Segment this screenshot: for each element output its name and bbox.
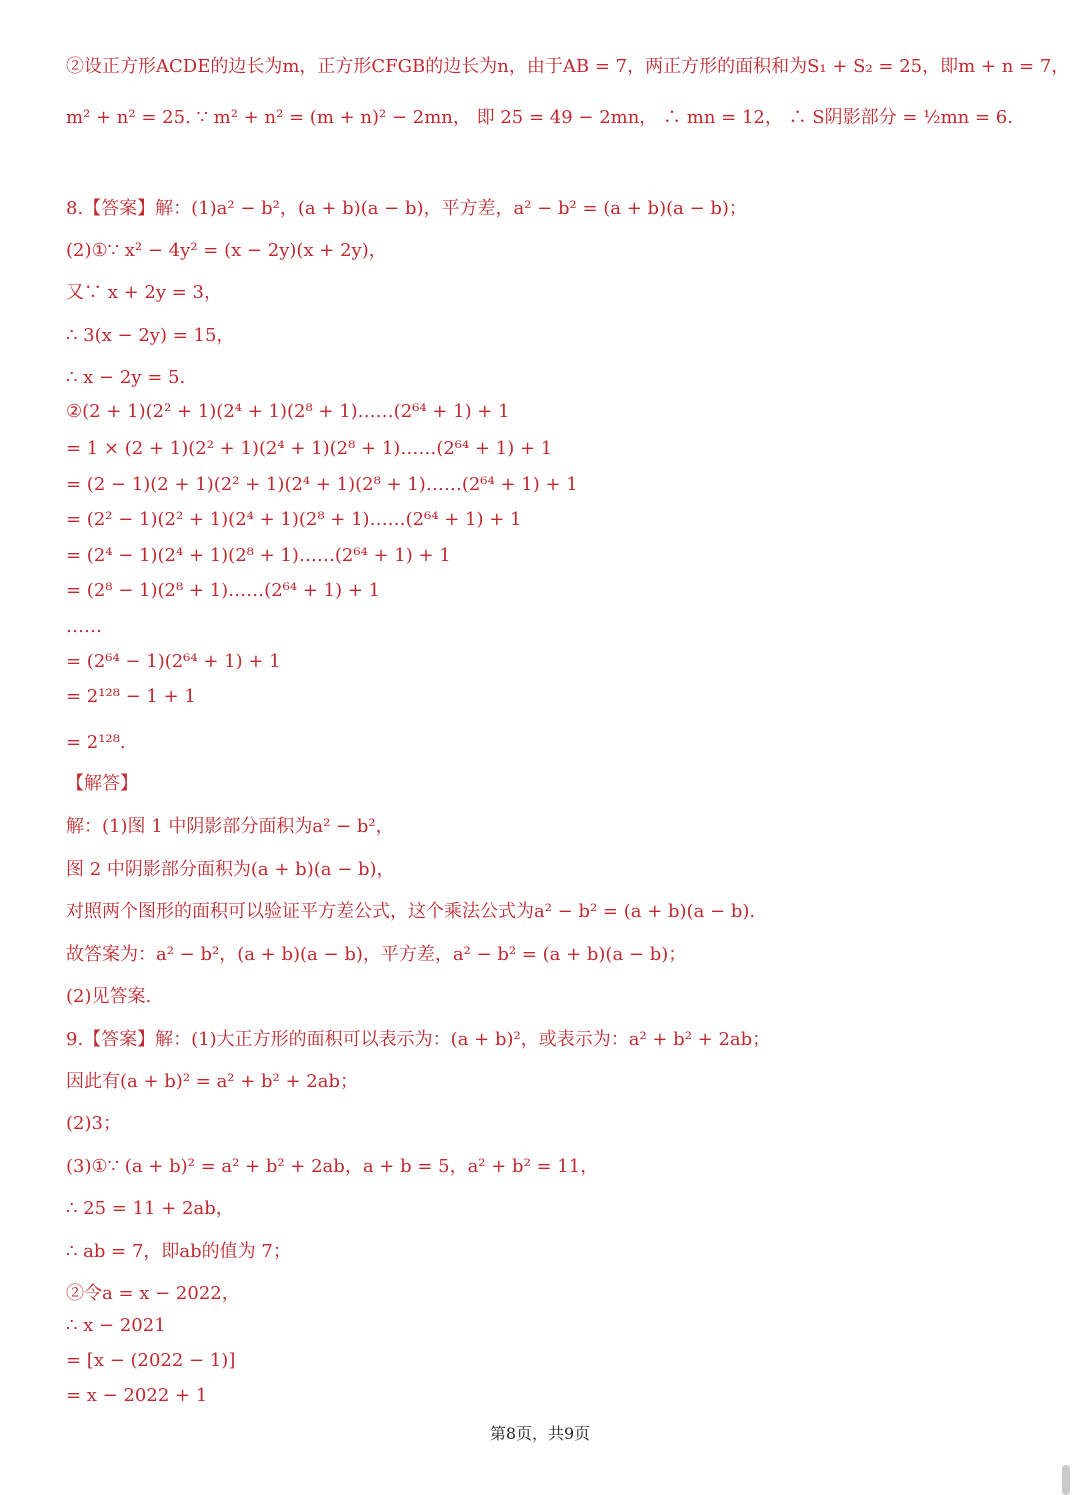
solution-line: = [x − (2022 − 1)] bbox=[66, 1350, 236, 1371]
explanation-heading: 【解答】 bbox=[66, 773, 138, 794]
solution-line: = (2² − 1)(2² + 1)(2⁴ + 1)(2⁸ + 1)……(2⁶⁴ + 1) + 1 bbox=[66, 509, 522, 530]
solution-line: 故答案为：a² − b²，(a + b)(a − b)，平方差，a² − b² = (a + b)(a − b)； bbox=[66, 944, 687, 965]
solution-line: = x − 2022 + 1 bbox=[66, 1385, 208, 1406]
solution-line: m² + n² = 25. ∵ m² + n² = (m + n)² − 2mn， 即 25 = 49 − 2mn， ∴ mn = 12， ∴ S阴影部分 = ½mn = 6. bbox=[66, 107, 1013, 128]
solution-line: ∴ x − 2y = 5. bbox=[66, 367, 186, 388]
scrollbar-thumb[interactable] bbox=[1062, 1465, 1070, 1495]
solution-line: 图 2 中阴影部分面积为(a + b)(a − b)， bbox=[66, 859, 395, 880]
solution-line: (2)3； bbox=[66, 1113, 121, 1134]
solution-line: = (2 − 1)(2 + 1)(2² + 1)(2⁴ + 1)(2⁸ + 1)……(2⁶⁴ + 1) + 1 bbox=[66, 474, 578, 495]
solution-line: (2)①∵ x² − 4y² = (x − 2y)(x + 2y)， bbox=[66, 240, 387, 261]
solution-line: ②(2 + 1)(2² + 1)(2⁴ + 1)(2⁸ + 1)……(2⁶⁴ + 1) + 1 bbox=[66, 401, 510, 422]
solution-line: ②设正方形ACDE的边长为m，正方形CFGB的边长为n，由于AB = 7，两正方形的面积和为S₁ + S₂ = 25，即m + n = 7， bbox=[66, 56, 1070, 77]
solution-line: (2)见答案. bbox=[66, 986, 152, 1007]
solution-line: = (2⁸ − 1)(2⁸ + 1)……(2⁶⁴ + 1) + 1 bbox=[66, 580, 381, 601]
solution-line: ②令a = x − 2022， bbox=[66, 1283, 240, 1304]
solution-line: 解：(1)图 1 中阴影部分面积为a² − b²， bbox=[66, 816, 394, 837]
solution-line: = 2¹²⁸. bbox=[66, 732, 126, 753]
solution-line: = (2⁶⁴ − 1)(2⁶⁴ + 1) + 1 bbox=[66, 651, 281, 672]
solution-line: ∴ x − 2021 bbox=[66, 1315, 166, 1336]
solution-line: 因此有(a + b)² = a² + b² + 2ab； bbox=[66, 1071, 359, 1092]
solution-line: = 1 × (2 + 1)(2² + 1)(2⁴ + 1)(2⁸ + 1)……(2⁶⁴ + 1) + 1 bbox=[66, 438, 553, 459]
solution-line: ∴ 3(x − 2y) = 15， bbox=[66, 325, 235, 346]
solution-line: ∴ 25 = 11 + 2ab， bbox=[66, 1198, 234, 1219]
answer-heading-9: 9.【答案】解：(1)大正方形的面积可以表示为：(a + b)²，或表示为：a² + b² + 2ab； bbox=[66, 1029, 771, 1050]
solution-line: = (2⁴ − 1)(2⁴ + 1)(2⁸ + 1)……(2⁶⁴ + 1) + 1 bbox=[66, 545, 451, 566]
page-number-footer: 第8页，共9页 bbox=[489, 1424, 591, 1443]
solution-line: = 2¹²⁸ − 1 + 1 bbox=[66, 686, 196, 707]
solution-line: …… bbox=[66, 616, 102, 637]
solution-line: (3)①∵ (a + b)² = a² + b² + 2ab，a + b = 5，a² + b² = 11， bbox=[66, 1156, 599, 1177]
solution-line: 对照两个图形的面积可以验证平方差公式，这个乘法公式为a² − b² = (a + b)(a − b). bbox=[66, 901, 756, 922]
solution-line: ∴ ab = 7，即ab的值为 7； bbox=[66, 1241, 291, 1262]
solution-line: 又∵ x + 2y = 3， bbox=[66, 282, 222, 303]
answer-heading-8: 8.【答案】解：(1)a² − b²，(a + b)(a − b)，平方差，a² − b² = (a + b)(a − b)； bbox=[66, 198, 747, 219]
